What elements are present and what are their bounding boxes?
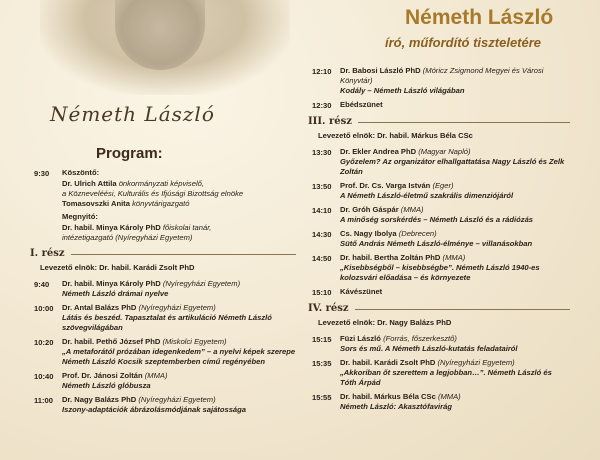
talk-title: „A metaforától prózában idegenkedem” – a nyelvi képek szerepe Németh László Kocsik szeptemberben című regényében	[62, 347, 296, 366]
item-time: 15:15	[312, 335, 332, 344]
schedule-item	[34, 337, 296, 367]
item-time: 9:40	[34, 280, 50, 289]
section-divider	[355, 309, 570, 310]
schedule-item	[312, 253, 570, 283]
speaker-role: könyvtárigazgató	[132, 199, 190, 208]
item-time: 15:55	[312, 393, 332, 402]
speaker-affiliation: (Debrecen)	[398, 229, 437, 238]
portrait-face	[115, 0, 205, 70]
item-time: 11:00	[34, 396, 54, 405]
talk-title: Németh László: Akasztófavirág	[340, 402, 452, 411]
schedule-item	[312, 205, 570, 225]
speaker-name: Dr. Gróh Gáspár	[340, 205, 399, 214]
speaker-name: Prof. Dr. Cs. Varga István	[340, 181, 431, 190]
speaker-name: Tomasovszki Anita	[62, 199, 130, 208]
speaker-name: Dr. Ekler Andrea PhD	[340, 147, 417, 156]
speaker-name: Dr. habil. Minya Károly PhD	[62, 223, 161, 232]
schedule-item	[312, 287, 570, 298]
talk-title: A Németh László-életmű szakrális dimenziójáról	[340, 191, 514, 200]
section-heading	[308, 304, 570, 314]
section-chair: Levezető elnök: Dr. Nagy Balázs PhD	[318, 318, 452, 327]
item-time: 10:40	[34, 372, 54, 381]
item-time: 10:20	[34, 338, 54, 347]
item-time: 14:10	[312, 206, 332, 215]
item-time: 14:50	[312, 254, 332, 263]
speaker-affiliation: (Eger)	[432, 181, 454, 190]
talk-title: Sors és mű. A Németh László-kutatás feladatairól	[340, 344, 518, 353]
page-subtitle: író, műfordító tiszteletére	[385, 35, 542, 50]
speaker-role: főiskolai tanár,	[162, 223, 212, 232]
program-heading: Program:	[96, 145, 163, 162]
schedule-item	[34, 279, 296, 299]
talk-title: „Akkoriban őt szerettem a legjobban…”. Németh László és Tóth Árpád	[340, 368, 552, 387]
talk-title: Sütő András Németh László-élménye – villanásokban	[340, 239, 533, 248]
item-time: 15:35	[312, 359, 332, 368]
speaker-name: Dr. habil. Minya Károly PhD	[62, 279, 161, 288]
speaker-name: Füzi László	[340, 334, 381, 343]
speaker-name: Dr. habil. Márkus Béla CSc	[340, 392, 436, 401]
speaker-affiliation: (Nyíregyházi Egyetem)	[162, 279, 241, 288]
speaker-name: Cs. Nagy Ibolya	[340, 229, 397, 238]
speaker-affiliation: (Nyíregyházi Egyetem)	[437, 358, 515, 367]
speaker-affiliation: (MMA)	[437, 392, 461, 401]
speaker-role: a Közneveléési, Kulturális és Ifjúsági Bizottság elnöke	[62, 189, 244, 198]
speaker-name: Dr. Nagy Balázs PhD	[62, 395, 137, 404]
speaker-affiliation: (Forrás, főszerkesztő)	[383, 334, 457, 343]
right-column	[308, 66, 570, 416]
speaker-affiliation: (Magyar Napló)	[418, 147, 471, 156]
speaker-affiliation: (Nyíregyházi Egyetem)	[138, 303, 216, 312]
speaker-name: Dr. habil. Karádi Zsolt PhD	[340, 358, 436, 367]
section-divider	[358, 122, 570, 123]
speaker-affiliation: (Móricz Zsigmond Megyei és Városi Könyvtár)	[340, 66, 544, 85]
section4-items	[312, 334, 570, 412]
page-title: Németh László	[405, 6, 554, 29]
item-time: 10:00	[34, 304, 54, 313]
item-time: 12:10	[312, 67, 332, 76]
schedule-item	[34, 395, 296, 415]
opening-label: Megnyitó:	[62, 212, 98, 221]
signature: Németh László	[50, 102, 215, 126]
schedule-item	[34, 303, 296, 333]
section-label: I. rész	[30, 248, 65, 259]
item-time: 13:50	[312, 182, 332, 191]
schedule-item	[312, 100, 570, 111]
speaker-name: Kávészünet	[340, 287, 383, 296]
greeting-label: Köszöntő:	[62, 168, 100, 177]
opening-time: 9:30	[34, 169, 50, 178]
talk-title: A minőség sorskérdés – Németh László és a rádiózás	[340, 215, 534, 224]
speaker-affiliation: (Nyíregyházi Egyetem)	[138, 395, 216, 404]
speaker-role: önkormányzati képviselő,	[118, 179, 204, 188]
schedule-item	[312, 66, 570, 96]
item-time: 12:30	[312, 101, 332, 110]
talk-title: Kodály – Németh László világában	[340, 86, 465, 95]
section-heading	[30, 249, 296, 259]
speaker-affiliation: (Miskolci Egyetem)	[162, 337, 227, 346]
section-heading	[308, 117, 570, 127]
schedule-item	[312, 358, 570, 388]
speaker-affiliation: (MMA)	[144, 371, 168, 380]
section-chair: Levezető elnök: Dr. habil. Márkus Béla CSc	[318, 131, 473, 140]
left-column	[30, 168, 296, 419]
speaker-name: Prof. Dr. Jánosi Zoltán	[62, 371, 143, 380]
schedule-item	[34, 371, 296, 391]
section1-items	[34, 279, 296, 415]
speaker-role: intézetigazgató (Nyíregyházi Egyetem)	[62, 233, 193, 242]
schedule-item	[312, 229, 570, 249]
section3-items	[312, 147, 570, 298]
talk-title: Látás és beszéd. Tapasztalat és artikuláció Németh László szövegvilágában	[62, 313, 272, 332]
schedule-item	[312, 392, 570, 412]
talk-title: Németh László drámai nyelve	[62, 289, 169, 298]
speaker-name: Dr. habil. Pethő József PhD	[62, 337, 161, 346]
section-divider	[71, 254, 296, 255]
talk-title: „Kisebbségből – kisebbségbe”. Németh László 1940-es kolozsvári előadása – és környezete	[340, 263, 540, 282]
item-time: 13:30	[312, 148, 332, 157]
right-top-items	[312, 66, 570, 111]
speaker-name: Dr. Antal Balázs PhD	[62, 303, 137, 312]
portrait-photo	[40, 0, 290, 95]
schedule-item	[312, 147, 570, 177]
speaker-name: Ebédszünet	[340, 100, 383, 109]
speaker-affiliation: (MMA)	[442, 253, 466, 262]
speaker-name: Dr. habil. Bertha Zoltán PhD	[340, 253, 441, 262]
section-label: III. rész	[308, 116, 352, 127]
talk-title: Iszony-adaptációk ábrázolásmódjának sajátossága	[62, 405, 247, 414]
speaker-affiliation: (MMA)	[400, 205, 424, 214]
opening-block	[34, 168, 296, 243]
schedule-item	[312, 181, 570, 201]
talk-title: Németh László glóbusza	[62, 381, 151, 390]
schedule-item	[312, 334, 570, 354]
item-time: 15:10	[312, 288, 332, 297]
speaker-name: Dr. Babosi László PhD	[340, 66, 421, 75]
speaker-name: Dr. Ulrich Attila	[62, 179, 117, 188]
section-label: IV. rész	[308, 303, 349, 314]
talk-title: Győzelem? Az organizátor elhallgattatása Nagy László és Zelk Zoltán	[340, 157, 565, 176]
item-time: 14:30	[312, 230, 332, 239]
section-chair: Levezető elnök: Dr. habil. Karádi Zsolt PhD	[40, 263, 195, 272]
